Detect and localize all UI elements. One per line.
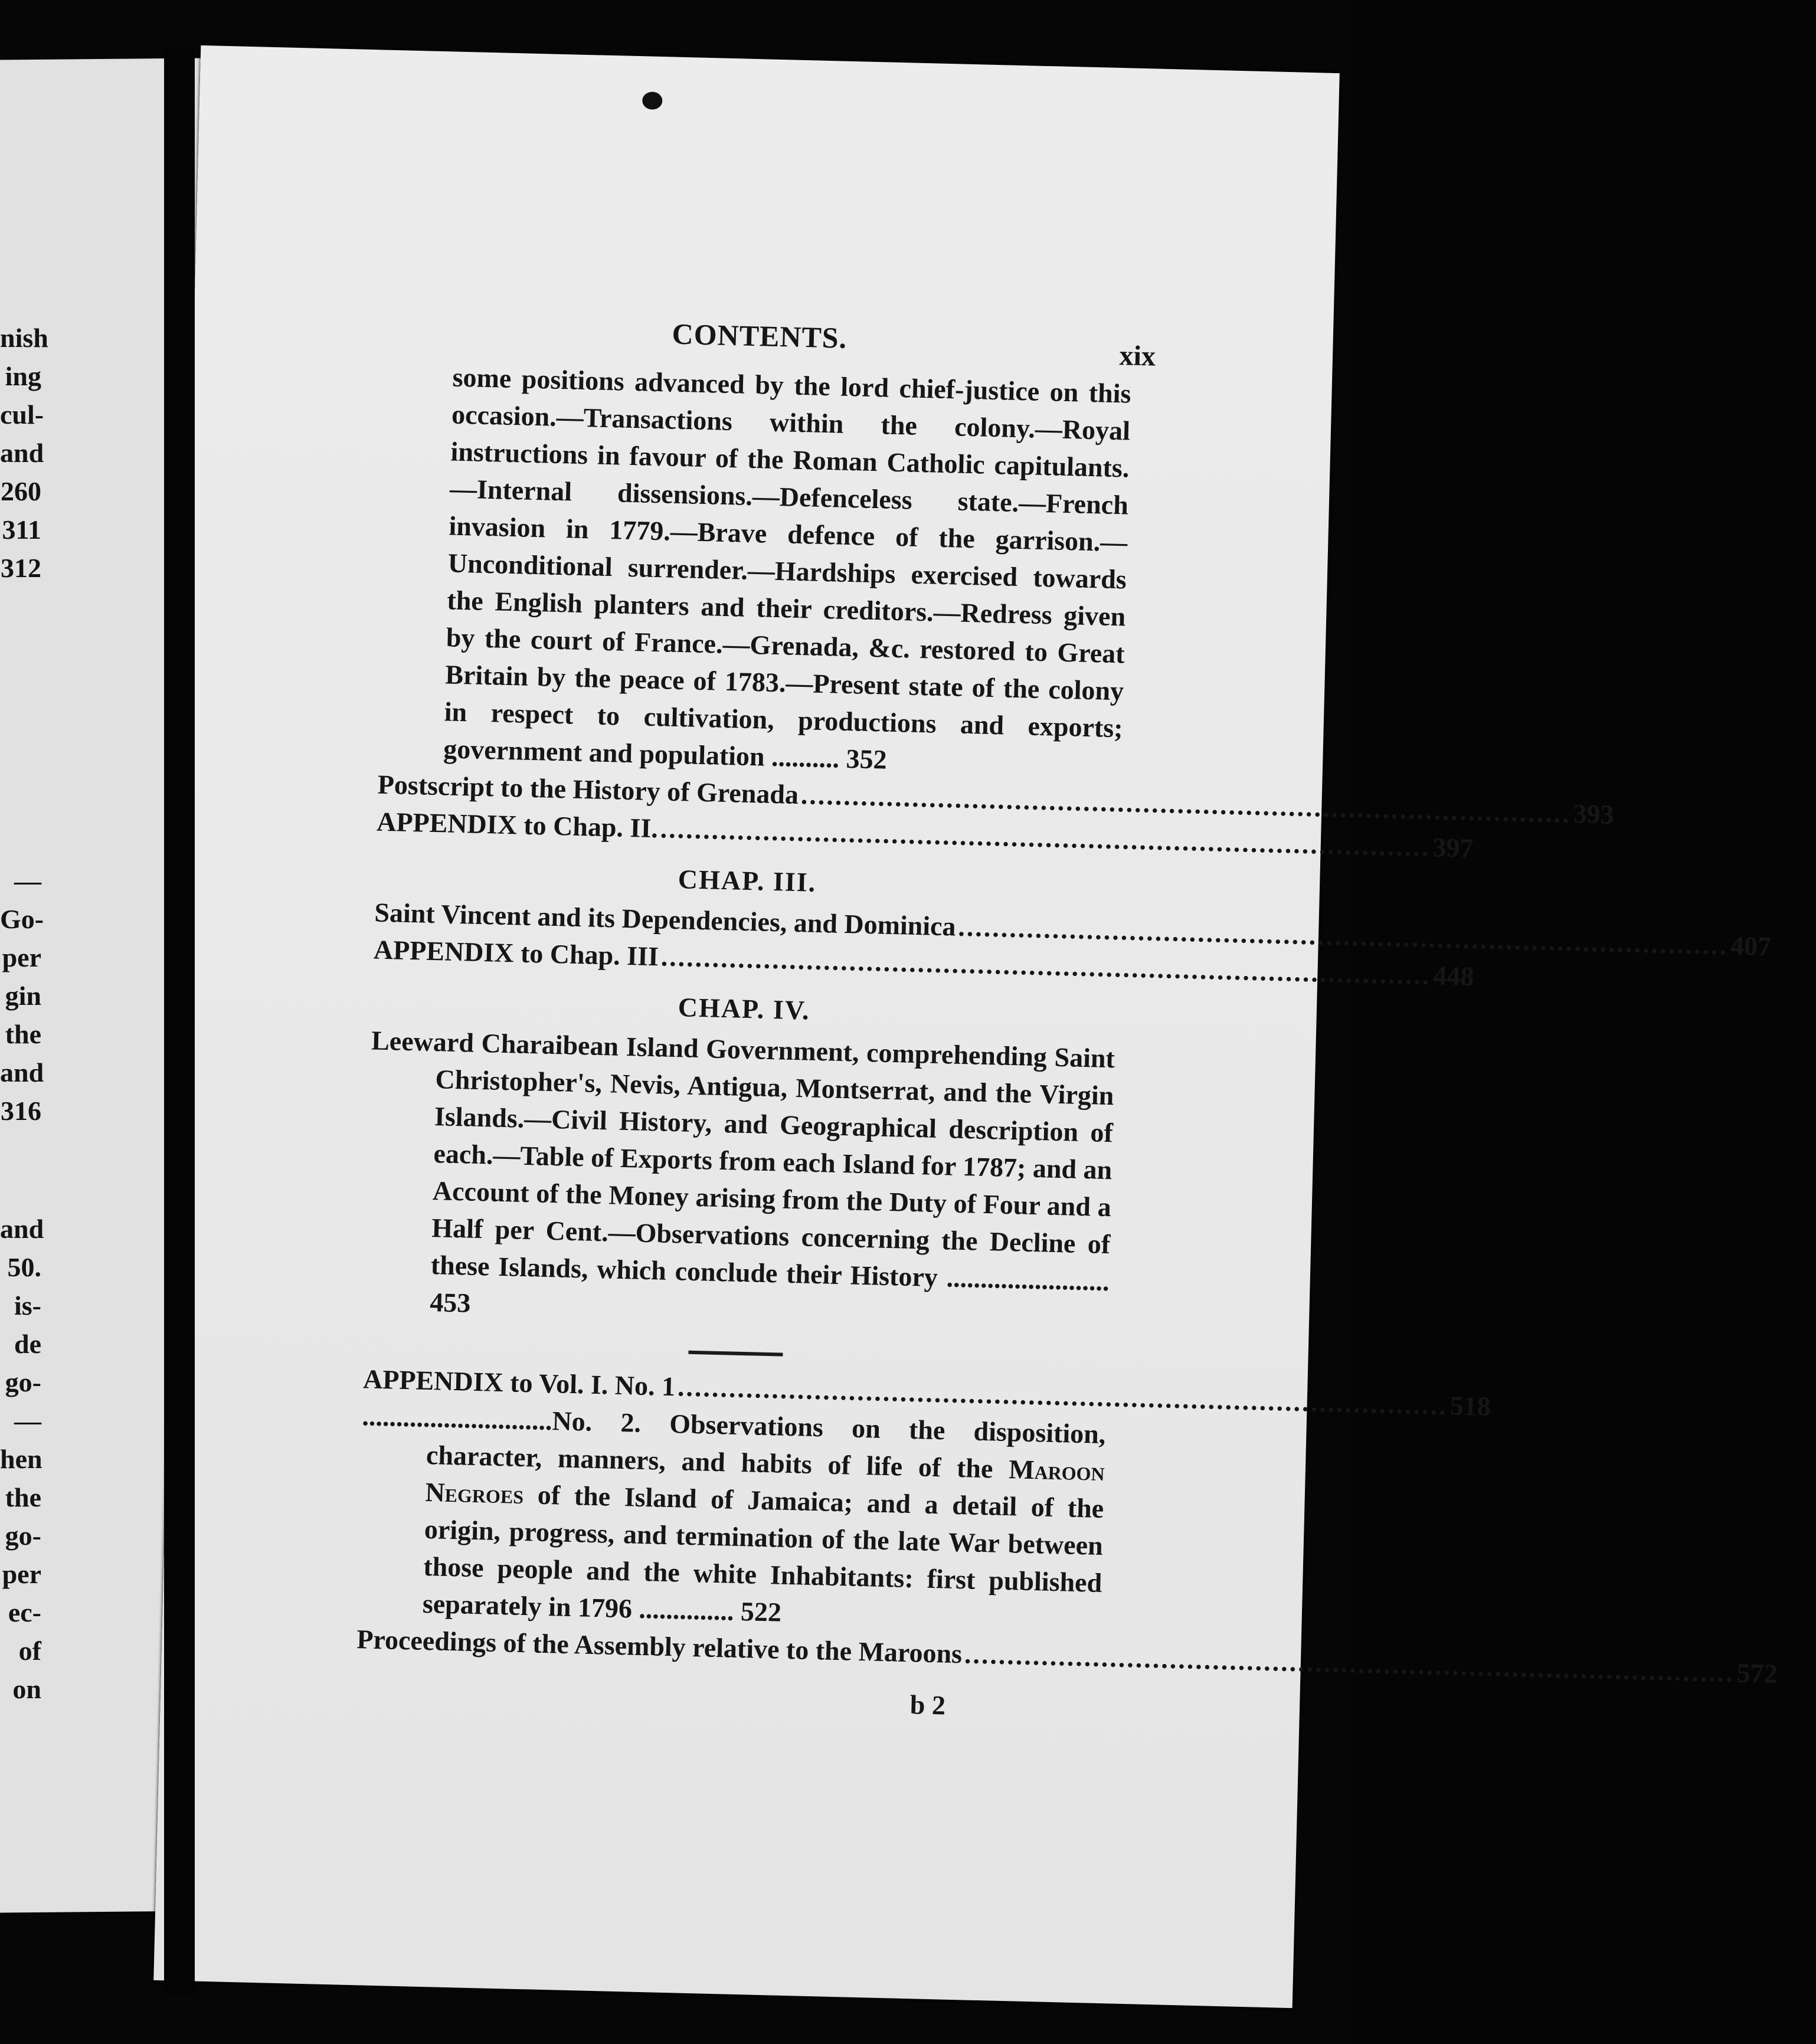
left-page-line-end: de [14, 1329, 41, 1359]
page-number: xix [1118, 340, 1156, 372]
running-head: CONTENTS. [671, 317, 848, 355]
left-page-line-end: nish [0, 323, 48, 353]
chapter-heading: CHAP. IV. [678, 992, 811, 1026]
left-page-line-end: the [5, 1019, 41, 1049]
leader-dots: .......................................................................................... [800, 779, 1572, 829]
leader-dots: .......................................................................................... [964, 1639, 1735, 1688]
left-page-line-end: hen [0, 1444, 42, 1474]
ink-blot [642, 91, 663, 110]
left-page-line-end: per [2, 1559, 41, 1589]
toc-entry-title: Saint Vincent and its Dependencies, and Dominica [374, 897, 957, 942]
left-page-line-end: on [12, 1674, 41, 1704]
left-page-line-end: 50. [7, 1252, 41, 1282]
appendix-no2-text: Observations on the disposition, character, manners, and habits of life of the [426, 1408, 1106, 1484]
leader-dots: .......................................................................................... [957, 911, 1729, 961]
appendix-no2-page: 522 [740, 1596, 782, 1627]
page-gutter [164, 47, 195, 1994]
section-rule [688, 1351, 783, 1357]
left-page-line-end: per [2, 942, 41, 972]
toc-entry-title: Postscript to the History of Grenada [377, 769, 799, 810]
left-page-line-end: ing [5, 361, 41, 391]
appendix-no2-text-continued: of the Island of Jamaica; and a detail of the origin, progress, and termination of the late War between those people and the white Inhabitants: first published separately in 1796 [422, 1479, 1104, 1624]
toc-entry-title: Proceedings of the Assembly relative to the Maroons [356, 1624, 963, 1669]
toc-entry-title: APPENDIX to Chap. III [373, 934, 659, 972]
left-page-line-end: — [14, 866, 41, 896]
toc-entry-page: 518 [1449, 1390, 1491, 1421]
leader-dots: .......................................................................................... [677, 1371, 1448, 1421]
chapter-heading: CHAP. III. [678, 864, 817, 897]
printer-signature: b 2 [909, 1689, 946, 1721]
left-page-line-end: Go- [0, 904, 44, 934]
left-page-line-end: — [14, 1406, 41, 1436]
chapter-iv-summary-page: 453 [429, 1287, 472, 1318]
left-page-line-end: 312 [1, 553, 41, 583]
left-page-line-end: and [0, 1057, 44, 1087]
chapter-ii-summary-page: 352 [845, 743, 888, 775]
left-page-line-end: go- [5, 1367, 41, 1397]
left-page-line-end: the [5, 1482, 41, 1512]
left-page-line-end: of [18, 1636, 41, 1666]
appendix-no2-smallcaps: Maroon Negroes [424, 1454, 1105, 1509]
left-page-line-end: cul- [0, 399, 44, 430]
toc-entry-page: 448 [1432, 960, 1475, 992]
toc-entry-title: APPENDIX to Vol. I. No. 1 [362, 1364, 676, 1402]
contents-page [153, 45, 1778, 2008]
leader-dots: .......................................................................................... [660, 941, 1432, 991]
toc-entry-page: 397 [1432, 832, 1474, 863]
toc-entry-page: 393 [1572, 798, 1615, 830]
toc-entry-title: APPENDIX to Chap. II. [376, 806, 659, 844]
appendix-no2-entry: ............................No. 2. Observations on the disposition, character, manners, and habits of life of the Maroon Negroes of the Island of Jamaica; and a detail of the origin, progress, and termination of the late War between those people and the white Inhabitants: first published separately in 1796 .............. 522 [362, 1401, 1106, 1627]
left-page-line-end: 316 [1, 1096, 41, 1126]
left-page-line-end: 311 [2, 515, 41, 545]
left-page-line-end: is- [14, 1290, 41, 1321]
left-page-line-end: and [0, 1214, 44, 1244]
appendix-no2-number: No. 2. [551, 1406, 642, 1438]
chapter-iv-summary-text: Leeward Charaibean Island Government, comprehending Saint Christopher's, Nevis, Antigua, Montserrat, and the Virgin Islands.—Civil History, and Geographical description of each.—Table of Exports from each Island for 1787; and an Account of the Money arising from the Duty of Four and a Half per Cent.—Observations concerning the Decline of these Islands, which conclude their History [371, 1025, 1115, 1293]
toc-entry-page: 407 [1730, 930, 1772, 962]
left-page-line-end: ec- [8, 1597, 41, 1627]
left-page-line-end: and [0, 438, 44, 468]
contents-text-block [355, 310, 1778, 1725]
leader-dots: .......................................................................................... [660, 813, 1431, 863]
left-page-line-end: go- [5, 1521, 41, 1551]
chapter-iv-summary: Leeward Charaibean Island Government, comprehending Saint Christopher's, Nevis, Antigua, Montserrat, and the Virgin Islands.—Civil History, and Geographical description of each.—Table of Exports from each Island for 1787; and an Account of the Money arising from the Duty of Four and a Half per Cent.—Observations concerning the Decline of these Islands, which conclude their History ........................ 453 [371, 1025, 1115, 1318]
left-page-line-end: gin [5, 981, 41, 1011]
chapter-ii-summary: some positions advanced by the lord chief-justice on this occasion.—Transactions within the colony.—Royal instructions in favour of the Roman Catholic capitulants.—Internal dissensions.—Defenceless state.—French invasion in 1779.—Brave defence of the garrison.—Unconditional surrender.—Hardships exercised towards the English planters and their creditors.—Redress given by the court of France.—Grenada, &c. restored to Great Britain by the peace of 1783.—Present state of the colony in respect to cultivation, productions and exports; government and population .......... 352 [443, 362, 1132, 775]
left-page-line-end: 260 [1, 476, 41, 506]
chapter-ii-summary-text: some positions advanced by the lord chief-justice on this occasion.—Transactions within the colony.—Royal instructions in favour of the Roman Catholic capitulants.—Internal dissensions.—Defenceless state.—French invasion in 1779.—Brave defence of the garrison.—Unconditional surrender.—Hardships exercised towards the English planters and their creditors.—Redress given by the court of France.—Grenada, &c. restored to Great Britain by the peace of 1783.—Present state of the colony in respect to cultivation, productions and exports; government and population [443, 362, 1132, 772]
toc-entry-page: 572 [1736, 1658, 1778, 1689]
